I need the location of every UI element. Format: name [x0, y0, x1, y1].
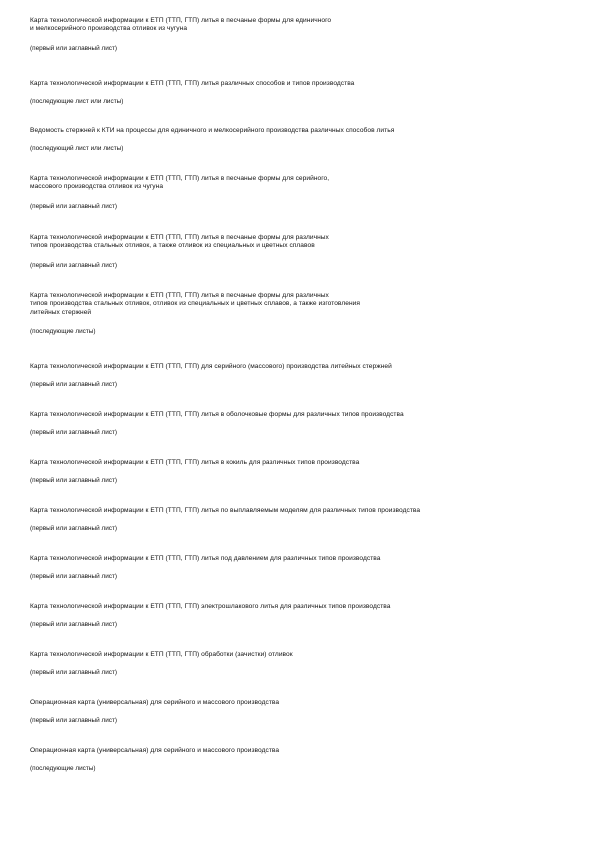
entry-title-line: Карта технологической информации к ЕТП (ТТП, ГТП) литья в оболочковые формы для различных типов производства — [30, 411, 404, 418]
document-entry — [30, 80, 570, 106]
entry-title-line: и мелкосерийного производства отливок из чугуна — [30, 25, 188, 33]
entry-note: (первый или заглавный лист) — [30, 717, 118, 725]
entry-title-line: Ведомость стержней к КТИ на процессы для единичного и мелкосерийного производства различных способов литья — [30, 127, 395, 134]
entry-title-line: Карта технологической информации к ЕТП (ТТП, ГТП) для серийного (массового) производства литейных стержней — [30, 363, 392, 370]
entry-title-line: Операционная карта (универсальная) для серийного и массового производства — [30, 747, 280, 754]
document-entry — [30, 363, 570, 389]
entry-title-line: Карта технологической информации к ЕТП (ТТП, ГТП) литья по выплавляемым моделям для различных типов производства — [30, 507, 421, 514]
entry-title-line: Карта технологической информации к ЕТП (ТТП, ГТП) обработки (зачистки) отливок — [30, 651, 293, 658]
document-entry — [30, 234, 570, 270]
entry-note: (первый или заглавный лист) — [30, 525, 118, 533]
entry-note: (первый или заглавный лист) — [30, 381, 118, 389]
entry-note: (первый или заглавный лист) — [30, 429, 118, 437]
entry-title-line: Карта технологической информации к ЕТП (ТТП, ГТП) литья в песчаные формы для серийного, — [30, 175, 330, 182]
document-entry — [30, 555, 570, 581]
entry-note: (последующие листы) — [30, 765, 96, 773]
document-entry — [30, 603, 570, 629]
entry-title-line: массового производства отливок из чугуна — [30, 183, 164, 191]
entry-note: (первый или заглавный лист) — [30, 669, 118, 677]
document-entry — [30, 292, 570, 336]
entry-title-line: Карта технологической информации к ЕТП (ТТП, ГТП) электрошлакового литья для различных типов производства — [30, 603, 391, 610]
entry-title-line: Карта технологической информации к ЕТП (ТТП, ГТП) литья под давлением для различных типов производства — [30, 555, 381, 562]
entry-note: (первый или заглавный лист) — [30, 261, 118, 269]
entry-note: (последующий лист или листы) — [30, 145, 124, 153]
entry-title-line: типов производства стальных отливок, а также отливок из специальных и цветных сплавов — [30, 242, 315, 250]
entry-note: (первый или заглавный лист) — [30, 621, 118, 629]
document-entry — [30, 127, 570, 153]
entry-note: (первый или заглавный лист) — [30, 202, 118, 210]
entry-note: (первый или заглавный лист) — [30, 573, 118, 581]
document-entry — [30, 175, 570, 211]
entry-note: (последующие листы) — [30, 328, 96, 336]
document-entry — [30, 747, 570, 773]
entry-title-line: литейных стержней — [30, 308, 92, 316]
entry-note: (первый или заглавный лист) — [30, 477, 118, 485]
entry-title-line: Карта технологической информации к ЕТП (ТТП, ГТП) литья различных способов и типов производства — [30, 80, 355, 87]
entry-title-line: Карта технологической информации к ЕТП (ТТП, ГТП) литья в песчаные формы для единичного — [30, 17, 332, 24]
entry-title-line: Операционная карта (универсальная) для серийного и массового производства — [30, 699, 280, 706]
entry-note: (первый или заглавный лист) — [30, 44, 118, 52]
document-entry — [30, 459, 570, 485]
document-entry — [30, 507, 570, 533]
entry-note: (последующие лист или листы) — [30, 98, 124, 106]
document-entry — [30, 699, 570, 725]
document-entry — [30, 651, 570, 677]
entry-title-line: типов производства стальных отливок, отливок из специальных и цветных сплавов, а также изготовления — [30, 300, 360, 308]
entry-title-line: Карта технологической информации к ЕТП (ТТП, ГТП) литья в песчаные формы для различных — [30, 292, 329, 299]
entry-title-line: Карта технологической информации к ЕТП (ТТП, ГТП) литья в кокиль для различных типов производства — [30, 459, 360, 466]
document-entry — [30, 17, 570, 53]
entry-title-line: Карта технологической информации к ЕТП (ТТП, ГТП) литья в песчаные формы для различных — [30, 234, 329, 241]
document-entry — [30, 411, 570, 437]
